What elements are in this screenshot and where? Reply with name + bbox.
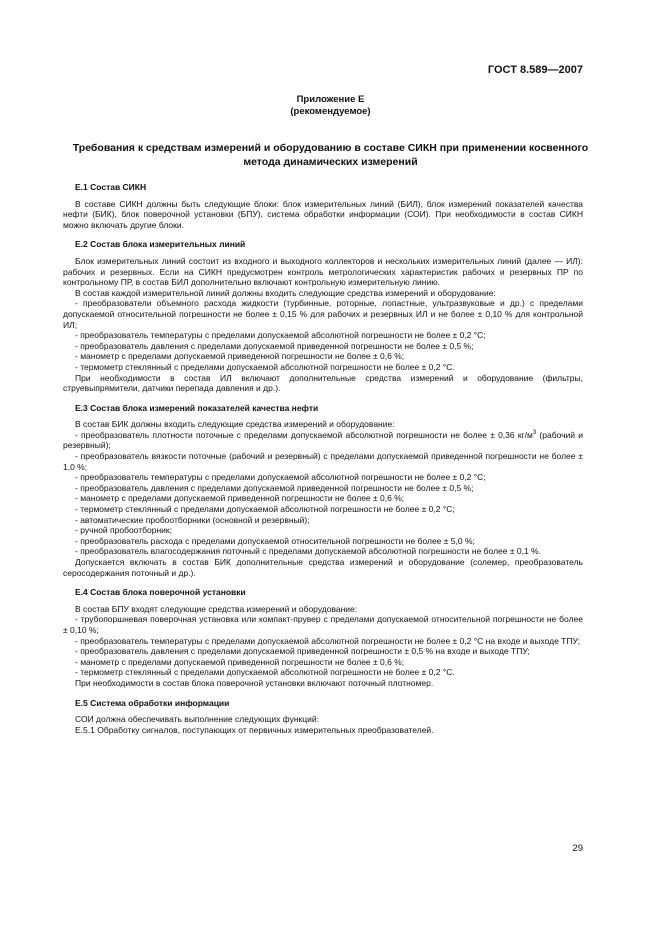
paragraph: При необходимости в состав блока поверочной установки включают поточный плотномер. [75,677,434,688]
document-body [63,182,583,735]
list-item: - преобразователи объемного расхода жидкости (турбинные, роторные, лопастные, ультразвуковые и др.) с пределами допускаемой относительной погрешности не более ± 0,15 % для рабочих и резервных ИЛ и не более ± 0,10 % для контрольной ИЛ; [63,298,583,330]
section-heading-e3: Е.3 Состав блока измерений показателей качества нефти [75,402,319,413]
paragraph: СОИ должна обеспечивать выполнение следующих функций: [75,714,319,725]
paragraph: Е.5.1 Обработку сигналов, поступающих от первичных измерительных преобразователей. [75,724,434,735]
section-heading-e2: Е.2 Состав блока измерительных линий [75,239,246,250]
paragraph: Допускается включать в состав БИК дополнительные средства измерений и оборудование (солемер, преобразователь серосодержания поточный и др.). [63,557,583,578]
list-item-text: (рабочий и резервный); [63,429,583,451]
list-item: - преобразователь вязкости поточные (рабочий и резервный) с пределами допускаемой приведенной погрешности не более ± 1,0 %; [63,451,583,472]
list-item: - преобразователь давления с пределами допускаемой приведенной погрешности не более ± 0,5 %; [75,482,474,493]
paragraph: В состав БИК должны входить следующие средства измерений и оборудование: [75,419,395,430]
list-item: - преобразователь давления с пределами допускаемой приведенной погрешности не более ± 0,5 %; [75,340,474,351]
list-item: - преобразователь давления с пределами допускаемой приведенной погрешности ± 0,5 % на входе и выходе ТПУ; [75,646,530,657]
section-heading-e1: Е.1 Состав СИКН [75,182,147,192]
paragraph: Блок измерительных линий состоит из входного и выходного коллекторов и нескольких измерительных линий (далее — ИЛ): рабочих и резервных. Если на СИКН предусмотрен контроль метрологических характеристик рабочих и резервных ПР по контрольному ПР, в состав БИЛ дополнительно включают контрольную измерительную линию. [63,255,583,288]
paragraph: В состав БПУ входят следующие средства измерений и оборудование: [75,603,358,614]
list-item: - манометр с пределами допускаемой приведенной погрешности не более ± 0,6 %; [75,493,405,504]
appendix-title: Приложение Е [296,94,365,105]
page-number: 29 [572,843,583,854]
list-item: - автоматические пробоотборники (основной и резервный); [75,514,310,525]
list-item: - манометр с пределами допускаемой приведенной погрешности не более ± 0,6 %; [75,656,405,667]
standard-number: ГОСТ 8.589—2007 [487,64,583,76]
list-item: - преобразователь температуры с пределами допускаемой абсолютной погрешности не более ± 0,2 °С; [75,472,486,483]
list-item: - трубопоршневая поверочная установка или компакт-прувер с пределами допускаемой относительной погрешности не более ± 0,10 %; [63,614,583,635]
main-title: Требования к средствам измерений и оборудованию в составе СИКН при применении косвенного метода динамических измерений [72,142,589,168]
paragraph: При необходимости в состав ИЛ включают дополнительные средства измерений и оборудование (фильтры, струевыпрямители, датчики перепада давления и др.). [63,372,583,394]
superscript: 3 [532,430,537,437]
list-item: - термометр стеклянный с пределами допускаемой абсолютной погрешности не более ± 0,2 °С. [75,667,455,678]
list-item: - ручной пробоотборник; [75,525,172,536]
list-item: - термометр стеклянный с пределами допускаемой абсолютной погрешности не более ± 0,2 °С. [75,361,455,372]
appendix-subtitle: (рекомендуемое) [290,106,371,117]
section-heading-e4: Е.4 Состав блока поверочной установки [75,587,246,598]
list-item: - термометр стеклянный с пределами допускаемой абсолютной погрешности не более ± 0,2 °С; [75,504,455,515]
list-item: - преобразователь температуры с пределами допускаемой абсолютной погрешности не более ± 0,2 °С; [75,330,486,341]
list-item: - манометр с пределами допускаемой приведенной погрешности не более ± 0,6 %; [75,351,405,362]
paragraph: В составе СИКН должны быть следующие блоки: блок измерительных линий (БИЛ), блок измерений показателей качества нефти (БИК), блок поверочной установки (БПУ), система обработки информации (СОИ). При необходимости в состав СИКН можно включать другие блоки. [63,198,583,230]
list-item: - преобразователь расхода с пределами допускаемой относительной погрешности не более ± 5,0 %; [75,535,475,546]
list-item [63,430,583,451]
section-heading-e5: Е.5 Система обработки информации [75,697,230,708]
list-item-text: - преобразователь плотности поточные с пределами допускаемой абсолютной погрешности не более ± 0,36 кг/м [75,429,533,440]
paragraph: В состав каждой измерительной линий должны входить следующие средства измерений и оборудование: [75,287,496,298]
list-item: - преобразователь температуры с пределами допускаемой абсолютной погрешности не более ± 0,2 °С на входе и выходе ТПУ; [75,635,581,646]
list-item: - преобразователь влагосодержания поточный с пределами допускаемой абсолютной погрешности не более ± 0,1 %. [75,546,541,557]
appendix-heading [0,94,661,118]
